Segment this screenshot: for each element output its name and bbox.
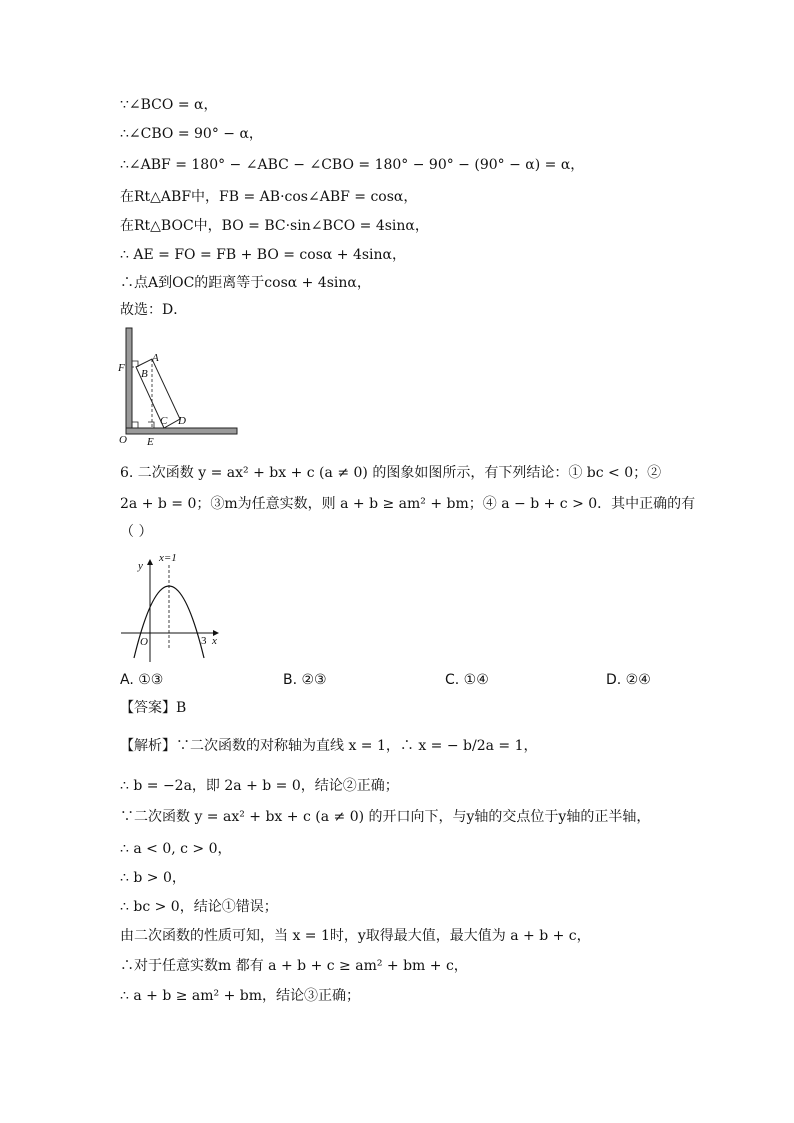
analysis-line-5: ∴ b > 0， xyxy=(120,870,186,886)
analysis-line-8: ∴对于任意实数m 都有 a + b + c ≥ am² + bm + c， xyxy=(120,958,468,974)
symmetry-axis-label: x=1 xyxy=(159,552,177,564)
parabola-graph xyxy=(116,550,226,665)
question-6-line-3: （ ） xyxy=(120,524,153,540)
label-e: E xyxy=(147,436,154,448)
label-c: C xyxy=(160,415,168,427)
floor xyxy=(126,428,237,434)
choice-b: B. ②③ xyxy=(283,672,327,688)
solution-line-2: ∴∠CBO = 90° − α， xyxy=(120,126,263,142)
analysis-line-4: ∴ a < 0, c > 0， xyxy=(120,841,232,857)
question-6-line-1: 6. 二次函数 y = ax² + bx + c (a ≠ 0) 的图象如图所示，有下列结论：① bc < 0；② xyxy=(120,465,662,481)
analysis-line-9: ∴ a + b ≥ am² + bm，结论③正确； xyxy=(120,988,361,1004)
solution-line-1: ∵∠BCO = α， xyxy=(120,97,218,113)
choice-d: D. ②④ xyxy=(606,672,651,688)
answer-line: 【答案】B xyxy=(120,700,187,716)
choice-c: C. ①④ xyxy=(445,672,489,688)
analysis-line-2: ∴ b = −2a，即 2a + b = 0，结论②正确； xyxy=(120,778,399,794)
solution-line-7: ∴点A到OC的距离等于cosα + 4sinα， xyxy=(120,275,371,291)
solution-line-5: 在Rt△BOC中，BO = BC·sin∠BCO = 4sinα， xyxy=(120,218,429,234)
label-d: D xyxy=(178,415,186,427)
solution-line-4: 在Rt△ABF中，FB = AB·cos∠ABF = cosα， xyxy=(120,189,418,205)
analysis-line-1: 【解析】∵二次函数的对称轴为直线 x = 1，∴ x = − b/2a = 1， xyxy=(120,738,538,754)
label-f: F xyxy=(118,362,125,374)
wall xyxy=(126,328,132,434)
choice-a: A. ①③ xyxy=(120,672,164,688)
analysis-line-6: ∴ bc > 0，结论①错误； xyxy=(120,899,278,915)
analysis-line-7: 由二次函数的性质可知，当 x = 1时，y取得最大值，最大值为 a + b + c， xyxy=(120,928,591,944)
solution-line-8: 故选：D． xyxy=(120,302,188,318)
solution-line-3: ∴∠ABF = 180° − ∠ABC − ∠CBO = 180° − 90° − (90° − α) = α， xyxy=(120,157,585,173)
label-b: B xyxy=(141,368,148,380)
analysis-line-3: ∵二次函数 y = ax² + bx + c (a ≠ 0) 的开口向下，与y轴的交点位于y轴的正半轴， xyxy=(120,809,651,825)
solution-line-6: ∴ AE = FO = FB + BO = cosα + 4sinα， xyxy=(120,247,407,263)
label-o: O xyxy=(119,434,127,446)
origin-label: O xyxy=(140,636,148,648)
label-a: A xyxy=(152,352,159,364)
y-axis-label: y xyxy=(138,560,143,572)
question-6-line-2: 2a + b = 0；③m为任意实数，则 a + b ≥ am² + bm；④ a − b + c > 0．其中正确的有 xyxy=(120,496,696,512)
geometry-figure xyxy=(114,323,244,448)
tick-3-label: 3 xyxy=(201,635,207,647)
x-axis-label: x xyxy=(212,635,217,647)
